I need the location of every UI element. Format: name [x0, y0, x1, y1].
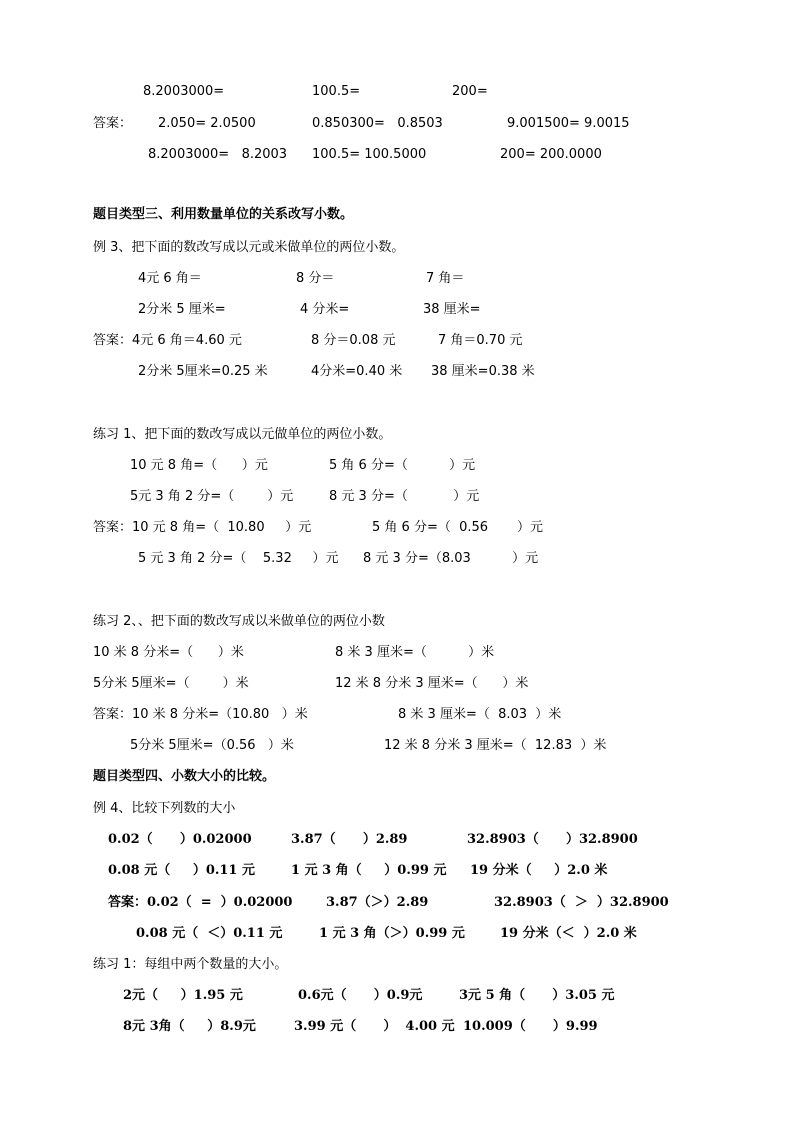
- top-row3-item: 8.2003000= 8.2003: [148, 147, 288, 162]
- answer-item: 8 分＝0.08 元: [311, 333, 396, 348]
- answer-item: 3.87（＞）2.89: [326, 895, 429, 910]
- question-item: 10 米 8 分米=（ ）米: [93, 645, 244, 660]
- answer-item: 5分米 5厘米=（0.56 ）米: [130, 738, 294, 753]
- question-item: 7 角＝: [426, 271, 465, 286]
- answer-item: 19 分米（＜ ）2.0 米: [500, 926, 637, 941]
- question-item: 4元 6 角＝: [138, 271, 202, 286]
- practice-title: 练习 1：每组中两个数量的大小。: [93, 957, 288, 972]
- top-row3-item: 100.5= 100.5000: [312, 147, 427, 162]
- question-item: 0.08 元（ ）0.11 元: [108, 863, 256, 878]
- question-item: 1 元 3 角（ ）0.99 元: [291, 863, 447, 878]
- top-row3-item: 200= 200.0000: [500, 147, 602, 162]
- top-row2-item: 0.850300= 0.8503: [312, 116, 443, 131]
- question-item: 2元（ ）1.95 元: [123, 988, 243, 1003]
- top-row1-item: 8.2003000=: [143, 84, 225, 99]
- answer-label: 答案：: [93, 116, 133, 131]
- question-item: 5 角 6 分=（ ）元: [329, 458, 476, 473]
- question-item: 12 米 8 分米 3 厘米=（ ）米: [335, 676, 529, 691]
- question-item: 8 米 3 厘米=（ ）米: [335, 645, 495, 660]
- question-item: 8 分＝: [296, 271, 335, 286]
- question-item: 3.99 元（ ） 4.00 元: [294, 1019, 455, 1034]
- practice-title: 练习 1、把下面的数改写成以元做单位的两位小数。: [93, 427, 392, 442]
- question-item: 32.8903（ ）32.8900: [467, 832, 638, 847]
- question-item: 5分米 5厘米=（ ）米: [93, 676, 249, 691]
- answer-item: 答案：4元 6 角＝4.60 元: [93, 333, 242, 348]
- question-item: 3元 5 角（ ）3.05 元: [459, 988, 615, 1003]
- answer-item: 5 元 3 角 2 分=（ 5.32 ）元: [138, 551, 339, 566]
- answer-item: 12 米 8 分米 3 厘米=（ 12.83 ）米: [384, 738, 607, 753]
- question-item: 2分米 5 厘米=: [138, 302, 226, 317]
- question-item: 19 分米（ ）2.0 米: [470, 863, 608, 878]
- answer-item: 答案：0.02（ = ）0.02000: [108, 895, 293, 910]
- answer-item: 38 厘米=0.38 米: [431, 364, 535, 379]
- question-item: 4 分米=: [300, 302, 350, 317]
- answer-item: 1 元 3 角（＞）0.99 元: [319, 926, 465, 941]
- answer-item: 答案：10 元 8 角=（ 10.80 ）元: [93, 520, 312, 535]
- answer-item: 5 角 6 分=（ 0.56 ）元: [372, 520, 543, 535]
- answer-item: 0.08 元（ ＜）0.11 元: [136, 926, 283, 941]
- top-row1-item: 100.5=: [312, 84, 361, 99]
- question-item: 0.02（ ）0.02000: [108, 832, 252, 847]
- question-item: 5元 3 角 2 分=（ ）元: [130, 489, 294, 504]
- answer-item: 答案：10 米 8 分米=（10.80 ）米: [93, 707, 308, 722]
- top-row2-item: 9.001500= 9.0015: [507, 116, 630, 131]
- answer-item: 32.8903（ ＞ ）32.8900: [494, 895, 669, 910]
- question-item: 8 元 3 分=（ ）元: [329, 489, 480, 504]
- example-title: 例 3、把下面的数改写成以元或米做单位的两位小数。: [93, 240, 405, 255]
- answer-item: 8 元 3 分=（8.03 ）元: [363, 551, 539, 566]
- section-heading: 题目类型四、小数大小的比较。: [93, 769, 276, 784]
- answer-item: 8 米 3 厘米=（ 8.03 ）米: [398, 707, 562, 722]
- top-row2-item: 2.050= 2.0500: [158, 116, 256, 131]
- question-item: 10 元 8 角=（ ）元: [130, 458, 268, 473]
- question-item: 3.87（ ）2.89: [291, 832, 408, 847]
- answer-item: 2分米 5厘米=0.25 米: [138, 364, 268, 379]
- question-item: 8元 3角（ ）8.9元: [123, 1019, 256, 1034]
- answer-item: 7 角＝0.70 元: [438, 333, 523, 348]
- example-title: 例 4、比较下列数的大小: [93, 801, 236, 816]
- top-row1-item: 200=: [452, 84, 488, 99]
- practice-title: 练习 2、、把下面的数改写成以米做单位的两位小数: [93, 614, 385, 629]
- answer-item: 4分米=0.40 米: [311, 364, 403, 379]
- section-heading: 题目类型三、利用数量单位的关系改写小数。: [93, 207, 354, 222]
- question-item: 38 厘米=: [423, 302, 481, 317]
- question-item: 10.009（ ）9.99: [463, 1019, 598, 1034]
- question-item: 0.6元（ ）0.9元: [298, 988, 423, 1003]
